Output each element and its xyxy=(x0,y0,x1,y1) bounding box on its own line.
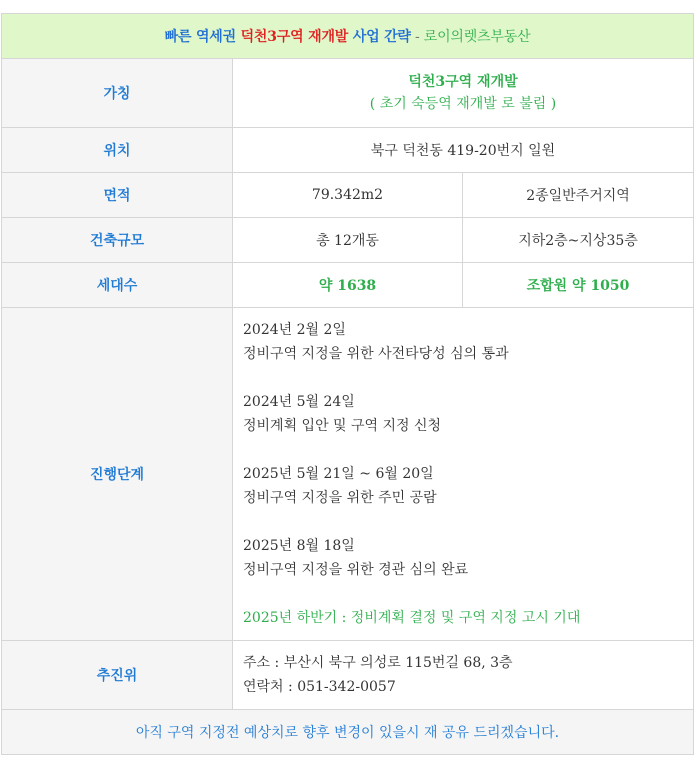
value-name xyxy=(233,59,694,128)
table-title xyxy=(2,14,694,59)
step-desc: 정비구역 지정을 위한 사전타당성 심의 통과 xyxy=(243,346,509,362)
title-row xyxy=(2,14,694,59)
row-progress xyxy=(2,308,694,641)
project-alias: ( 초기 숙등역 재개발 로 불림 ) xyxy=(369,96,557,112)
row-name xyxy=(2,59,694,128)
row-committee xyxy=(2,641,694,710)
committee-contact: 연락처 : 051-342-0057 xyxy=(243,679,396,695)
title-part2: 덕천3구역 재개발 xyxy=(240,29,349,45)
value-members: 조합원 약 1050 xyxy=(463,263,694,308)
value-location: 북구 덕천동 419-20번지 일원 xyxy=(233,128,694,173)
value-scale-floors: 지하2층~지상35층 xyxy=(463,218,694,263)
title-part1: 빠른 역세권 xyxy=(164,29,236,45)
step-desc: 정비구역 지정을 위한 주민 공람 xyxy=(243,490,437,506)
row-households xyxy=(2,263,694,308)
step-desc: 정비계획 입안 및 구역 지정 신청 xyxy=(243,418,442,434)
value-area-zoning: 2종일반주거지역 xyxy=(463,173,694,218)
progress-step xyxy=(243,390,693,438)
progress-step xyxy=(243,462,693,510)
label-committee: 추진위 xyxy=(2,641,233,710)
row-location xyxy=(2,128,694,173)
progress-expected: 2025년 하반기 : 정비계획 결정 및 구역 지정 고시 기대 xyxy=(243,610,581,626)
value-scale-buildings: 총 12개동 xyxy=(233,218,463,263)
value-committee xyxy=(233,641,694,710)
label-progress: 진행단계 xyxy=(2,308,233,641)
title-source: 로이의렛츠부동산 xyxy=(423,29,531,45)
value-area-size: 79.342m2 xyxy=(233,173,463,218)
title-separator: - xyxy=(410,29,424,45)
step-date: 2025년 8월 18일 xyxy=(243,538,355,554)
label-area: 면적 xyxy=(2,173,233,218)
step-desc: 정비구역 지정을 위한 경관 심의 완료 xyxy=(243,562,469,578)
progress-step xyxy=(243,318,693,366)
row-scale xyxy=(2,218,694,263)
label-scale: 건축규모 xyxy=(2,218,233,263)
value-progress xyxy=(233,308,694,641)
committee-address: 주소 : 부산시 북구 의성로 115번길 68, 3층 xyxy=(243,655,513,671)
row-area xyxy=(2,173,694,218)
project-name: 덕천3구역 재개발 xyxy=(408,74,518,90)
info-table-container xyxy=(1,13,693,755)
step-date: 2024년 5월 24일 xyxy=(243,394,355,410)
step-date: 2024년 2월 2일 xyxy=(243,322,346,338)
row-footer xyxy=(2,710,694,755)
value-households: 약 1638 xyxy=(233,263,463,308)
label-name: 가칭 xyxy=(2,59,233,128)
step-date: 2025년 5월 21일 ~ 6월 20일 xyxy=(243,466,434,482)
project-info-table xyxy=(1,13,694,755)
title-part3: 사업 간략 xyxy=(348,29,411,45)
label-households: 세대수 xyxy=(2,263,233,308)
footer-note: 아직 구역 지정전 예상치로 향후 변경이 있을시 재 공유 드리겠습니다. xyxy=(2,710,694,755)
progress-step xyxy=(243,534,693,582)
label-location: 위치 xyxy=(2,128,233,173)
